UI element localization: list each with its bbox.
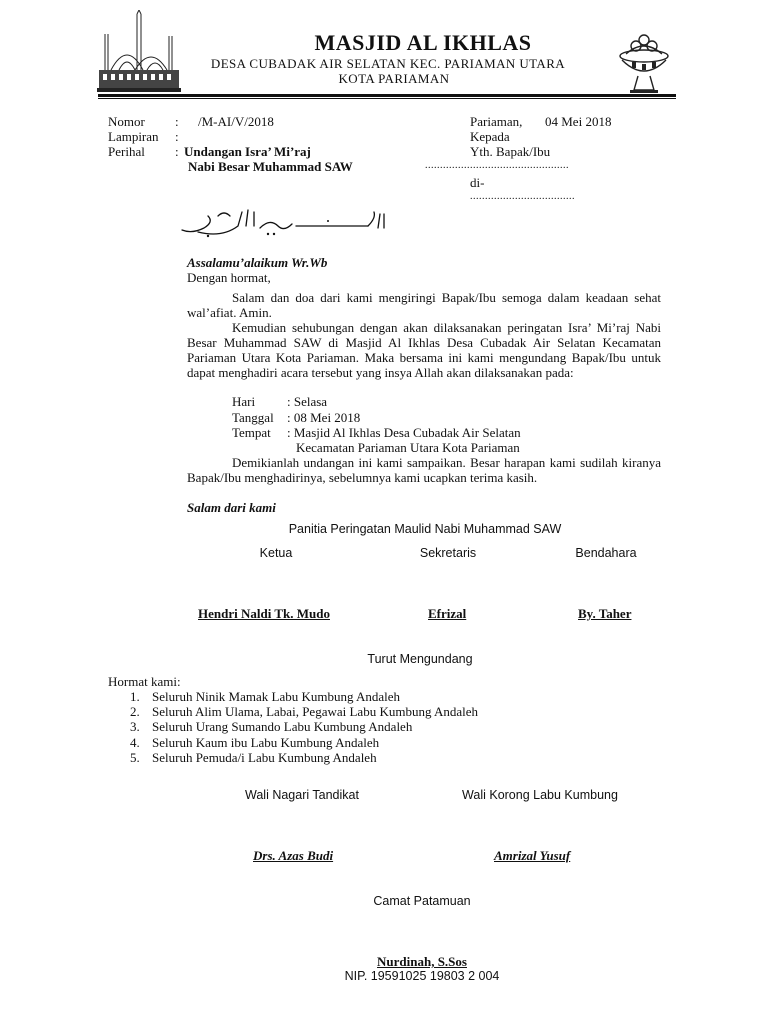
hari-label: Hari xyxy=(232,394,256,409)
nomor-label: Nomor xyxy=(108,114,145,129)
recipient-dotted-line: ................................................ xyxy=(425,160,569,171)
list-number: 1. xyxy=(130,689,140,704)
committee-role-sekretaris: Sekretaris xyxy=(419,546,477,560)
lampiran-colon: : xyxy=(175,129,179,144)
committee-name-sekretaris: Efrizal xyxy=(428,606,467,621)
greeting: Dengan hormat, xyxy=(187,270,271,285)
location-dotted-line: ................................... xyxy=(470,191,575,202)
arabic-calligraphy-basmalah-icon xyxy=(178,204,390,240)
letterhead-divider-thin xyxy=(98,98,676,99)
nomor-colon: : xyxy=(175,114,179,129)
perihal-colon: : xyxy=(175,144,179,159)
perihal-line2: Nabi Besar Muhammad SAW xyxy=(188,159,353,174)
kepada-label: Kepada xyxy=(470,129,510,144)
wali-korong-name: Amrizal Yusuf xyxy=(494,848,571,863)
tanggal-value: : 08 Mei 2018 xyxy=(287,410,361,425)
list-number: 2. xyxy=(130,704,140,719)
tempat-label: Tempat xyxy=(232,425,271,440)
di-label: di- xyxy=(470,175,485,190)
lampiran-label: Lampiran xyxy=(108,129,159,144)
list-item: Seluruh Pemuda/i Labu Kumbung Andaleh xyxy=(152,750,377,765)
ornamental-vase-emblem-icon xyxy=(612,28,676,94)
mosque-address: DESA CUBADAK AIR SELATAN KEC. PARIAMAN UTARA xyxy=(210,56,566,71)
closing-salam: Salam dari kami xyxy=(187,500,276,515)
list-number: 4. xyxy=(130,735,140,750)
recipient-salutation: Yth. Bapak/Ibu xyxy=(470,144,551,159)
camat-name: Nurdinah, S.Sos xyxy=(377,954,467,969)
list-item: Seluruh Urang Sumando Labu Kumbung Andaleh xyxy=(152,719,413,734)
letter-place: Pariaman, xyxy=(470,114,523,129)
paragraph-closing: Demikianlah undangan ini kami sampaikan. Besar harapan kami sudilah kiranya Bapak/Ibu menghadirinya, sebelumnya kami ucapkan terima kasih. xyxy=(187,455,661,485)
paragraph-invitation: Kemudian sehubungan dengan akan dilaksanakan peringatan Isra’ Mi’raj Nabi Besar Muhammad SAW di Masjid Al Ikhlas Desa Cubadak Air Selatan Kecamatan Pariaman Utara Kota Pariaman. Maka bersama ini kami mengundang Bapak/Ibu untuk dapat menghadiri acara tersebut yang insya Allah akan dilaksanakan pada: xyxy=(187,320,661,380)
hari-value: : Selasa xyxy=(287,394,328,409)
tempat-value-line2: Kecamatan Pariaman Utara Kota Pariaman xyxy=(296,440,520,455)
tanggal-label: Tanggal xyxy=(232,410,274,425)
perihal-line1: Undangan Isra’ Mi’raj xyxy=(184,144,311,159)
mosque-name-title: MASJID AL IKHLAS xyxy=(314,30,532,55)
list-item: Seluruh Kaum ibu Labu Kumbung Andaleh xyxy=(152,735,380,750)
mosque-illustration-icon xyxy=(97,10,181,94)
letter-date: 04 Mei 2018 xyxy=(545,114,612,129)
camat-nip: NIP. 19591025 19803 2 004 xyxy=(344,969,500,983)
camat-title: Camat Patamuan xyxy=(373,894,471,908)
committee-role-ketua: Ketua xyxy=(259,546,293,560)
mosque-city: KOTA PARIAMAN xyxy=(338,71,450,86)
list-number: 5. xyxy=(130,750,140,765)
committee-name-ketua: Hendri Naldi Tk. Mudo xyxy=(198,606,330,621)
perihal-label: Perihal xyxy=(108,144,145,159)
wali-korong-title: Wali Korong Labu Kumbung xyxy=(462,788,618,802)
turut-mengundang-heading: Turut Mengundang xyxy=(367,652,473,666)
tempat-value-line1: : Masjid Al Ikhlas Desa Cubadak Air Selatan xyxy=(287,425,521,440)
letterhead-divider-thick xyxy=(98,94,676,97)
list-item: Seluruh Alim Ulama, Labai, Pegawai Labu Kumbung Andaleh xyxy=(152,704,479,719)
nomor-value: /M-AI/V/2018 xyxy=(198,114,274,129)
opening-salam: Assalamu’alaikum Wr.Wb xyxy=(187,255,328,270)
committee-name-bendahara: By. Taher xyxy=(578,606,632,621)
wali-nagari-name: Drs. Azas Budi xyxy=(253,848,334,863)
hormat-kami-label: Hormat kami: xyxy=(108,674,181,689)
list-item: Seluruh Ninik Mamak Labu Kumbung Andaleh xyxy=(152,689,401,704)
list-number: 3. xyxy=(130,719,140,734)
wali-nagari-title: Wali Nagari Tandikat xyxy=(245,788,359,802)
committee-heading: Panitia Peringatan Maulid Nabi Muhammad SAW xyxy=(288,522,562,536)
paragraph-doa: Salam dan doa dari kami mengiringi Bapak/Ibu semoga dalam keadaan sehat wal’afiat. Amin. xyxy=(187,290,661,320)
committee-role-bendahara: Bendahara xyxy=(575,546,637,560)
